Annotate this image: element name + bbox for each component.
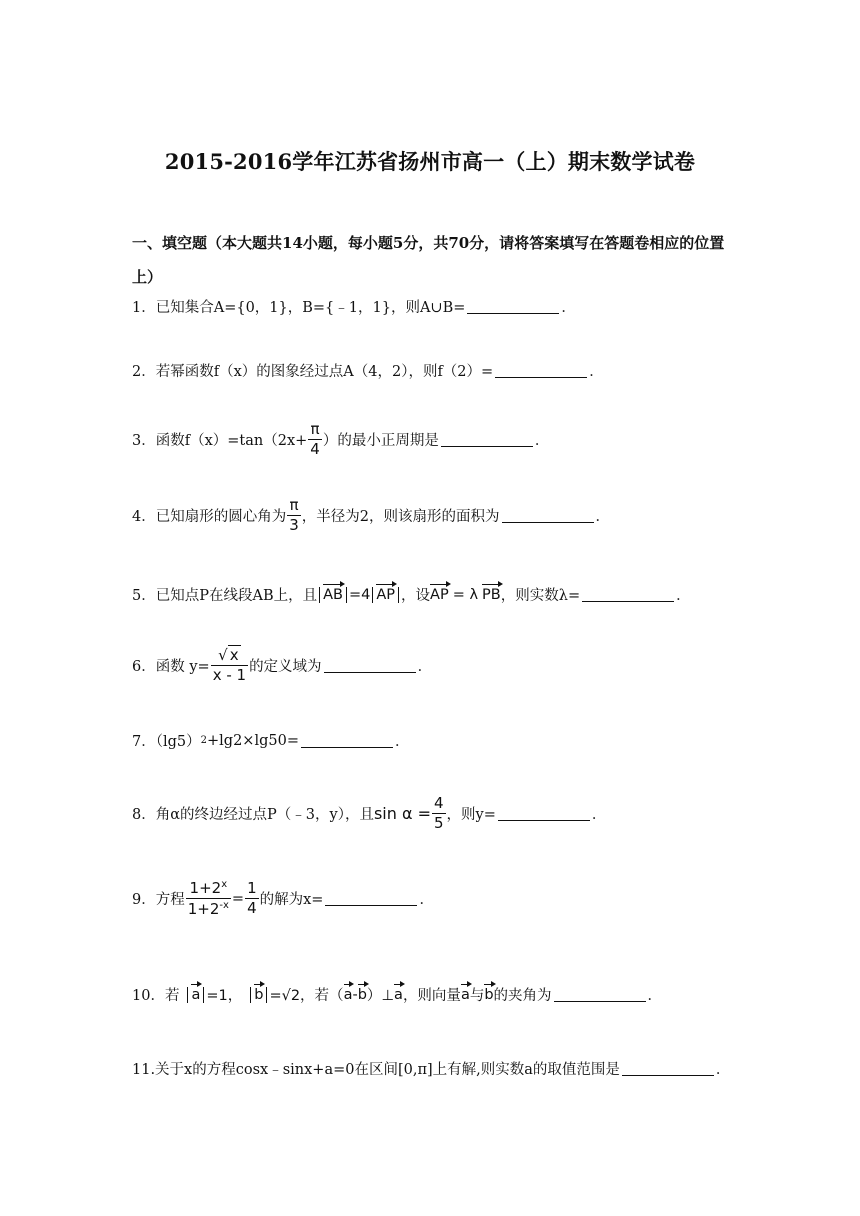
question-4-text: 4．已知扇形的圆心角为 [132, 509, 287, 525]
answer-blank [495, 363, 587, 378]
question-7-text-2: +lg2×lg50= [207, 732, 299, 749]
question-end: ． [534, 433, 550, 449]
numerator: π [289, 496, 299, 514]
vector-magnitude [250, 987, 267, 1003]
equation-part: =4 [348, 586, 371, 603]
question-10-text-3: 的夹角为 [493, 988, 552, 1004]
vector-a: a [460, 986, 470, 1003]
equation-part: =1， [206, 988, 243, 1004]
sqrt-numerator: √ x [218, 646, 239, 664]
question-10-text: 10．若 [132, 988, 180, 1004]
question-9-text: 9．方程 [132, 892, 185, 908]
answer-blank [441, 432, 533, 447]
question-6-text: 6．函数 y= [132, 659, 210, 675]
answer-blank [502, 508, 594, 523]
question-7 [132, 730, 409, 751]
question-1-text: 1．已知集合A={0，1}，B={﹣1，1}，则A∪B= [132, 300, 466, 316]
question-end: ． [417, 659, 433, 675]
question-6-text-2: 的定义域为 [249, 659, 322, 675]
denominator [186, 898, 231, 917]
section-heading: 一、填空题（本大题共14小题，每小题5分，共70分，请将答案填写在答题卷相应的位置上） [132, 234, 725, 286]
question-9 [132, 880, 434, 917]
question-5-text-3: ，则实数λ= [500, 588, 581, 604]
question-end: ． [394, 734, 410, 750]
denominator: 4 [310, 440, 320, 458]
question-3-text: 3．函数f（x）=tan（2x+ [132, 433, 308, 449]
vector-a: a [191, 986, 201, 1003]
question-end: ． [715, 1062, 731, 1078]
equals-sign: = [231, 890, 245, 907]
question-9-text-2: 的解为x= [259, 892, 324, 908]
question-4 [132, 498, 610, 533]
answer-blank [467, 299, 559, 314]
perpendicular-sign: ）⊥ [366, 988, 395, 1004]
exponent: -x [219, 900, 229, 911]
numerator: 4 [434, 794, 444, 812]
question-end: ． [595, 509, 611, 525]
vector-b: b [357, 986, 367, 1003]
vector-ap: AP [430, 586, 449, 603]
question-10 [132, 984, 662, 1005]
answer-blank [622, 1061, 714, 1076]
answer-blank [301, 733, 393, 748]
question-6 [132, 648, 432, 683]
question-5-text: 5．已知点P在线段AB上，且 [132, 588, 318, 604]
vector-magnitude [372, 587, 399, 603]
fraction [432, 796, 446, 831]
question-8 [132, 796, 606, 831]
vector-b: b [254, 986, 264, 1003]
fraction [186, 880, 231, 917]
question-11 [132, 1058, 730, 1079]
vector-a: a [394, 986, 403, 1003]
vector-ap: AP [376, 586, 396, 603]
denominator: 4 [247, 899, 257, 917]
answer-blank [498, 806, 590, 821]
radicand: x [229, 646, 239, 664]
numerator: π [310, 420, 320, 438]
question-2-text: 2．若幂函数f（x）的图象经过点A（4，2），则f（2）= [132, 364, 494, 380]
vector-a: a [343, 986, 353, 1003]
question-5 [132, 584, 691, 605]
question-1 [132, 296, 576, 317]
exponent: 2 [200, 735, 207, 746]
fraction [308, 422, 322, 457]
answer-blank [582, 587, 674, 602]
equation-part: =√2，若（ [269, 988, 344, 1004]
minus-sign: - [352, 986, 358, 1003]
exponent: x [221, 879, 228, 890]
sin-expression: sin α = [373, 804, 431, 823]
question-end: ． [419, 892, 434, 908]
denominator: 5 [434, 814, 444, 832]
question-4-text-2: ，半径为2，则该扇形的面积为 [301, 509, 500, 525]
vector-magnitude [187, 987, 204, 1003]
question-7-text: 7．（lg5） [132, 734, 201, 750]
numerator-base: 1+2 [189, 879, 222, 897]
question-end: ． [591, 807, 607, 823]
answer-blank [324, 658, 416, 673]
question-3 [132, 422, 549, 457]
fraction [211, 648, 248, 683]
vector-ab: AB [323, 586, 343, 603]
conjunction: 与 [469, 988, 485, 1004]
question-11-text: 11.关于x的方程cosx﹣sinx+a=0在区间[0,π]上有解,则实数a的取值范围是 [132, 1062, 620, 1078]
question-5-text-2: ，设 [401, 588, 431, 604]
answer-blank [554, 987, 646, 1002]
question-end: ． [676, 588, 691, 604]
vector-pb: PB [482, 586, 501, 603]
question-8-text-2: ，则y= [446, 807, 496, 823]
exam-title: 2015-2016学年江苏省扬州市高一（上）期末数学试卷 [164, 149, 696, 174]
vector-b: b [484, 986, 494, 1003]
vector-magnitude [319, 587, 347, 603]
denominator: 3 [289, 516, 299, 534]
numerator: 1 [247, 879, 257, 897]
question-end: ． [561, 300, 576, 316]
lambda-equation: = λ [452, 586, 479, 603]
question-8-text: 8．角α的终边经过点P（﹣3，y），且 [132, 807, 374, 823]
numerator [188, 880, 230, 898]
question-2 [132, 360, 604, 381]
answer-blank [325, 891, 417, 906]
question-3-text-2: ）的最小正周期是 [322, 433, 439, 449]
fraction [287, 498, 301, 533]
question-10-text-2: ，则向量 [402, 988, 461, 1004]
denominator: x - 1 [212, 666, 247, 684]
denominator-base: 1+2 [187, 900, 220, 918]
fraction [245, 881, 259, 916]
question-end: ． [647, 988, 663, 1004]
question-end: ． [589, 364, 604, 380]
